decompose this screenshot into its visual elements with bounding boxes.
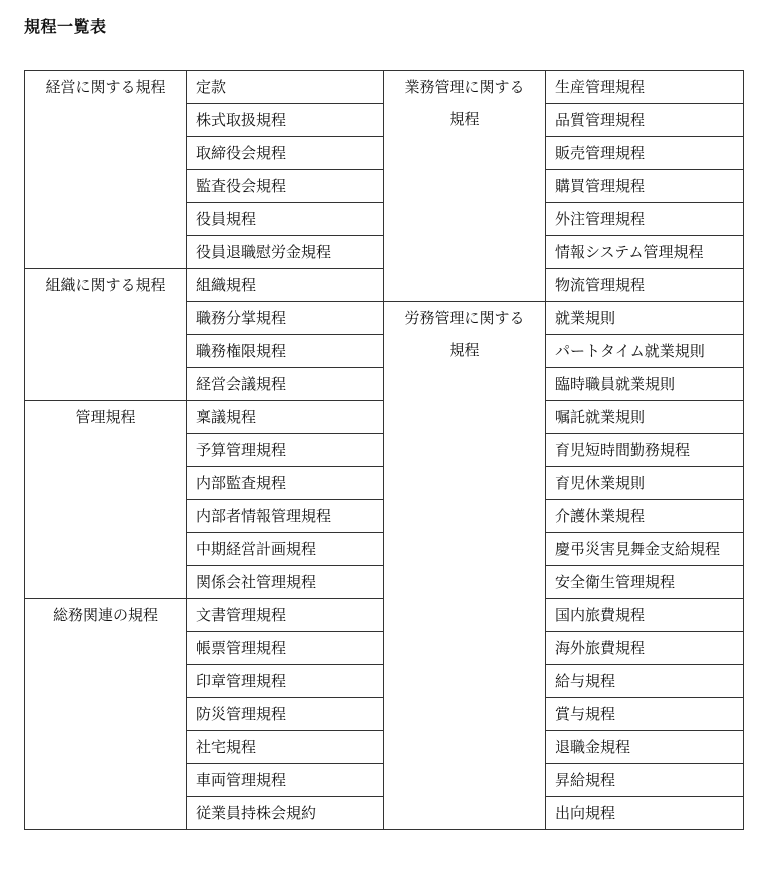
rule-cell: 国内旅費規程 bbox=[546, 599, 744, 632]
category-line: 規程 bbox=[449, 341, 480, 359]
category-line: 業務管理に関する bbox=[404, 78, 525, 96]
rule-cell: 購買管理規程 bbox=[546, 170, 744, 203]
rule-cell: 内部監査規程 bbox=[187, 467, 384, 500]
category-cell: 組織に関する規程 bbox=[25, 269, 187, 401]
rule-cell: 予算管理規程 bbox=[187, 434, 384, 467]
rule-cell: 出向規程 bbox=[546, 797, 744, 830]
category-cell bbox=[384, 71, 546, 302]
rule-cell: 従業員持株会規約 bbox=[187, 797, 384, 830]
rule-cell: 取締役会規程 bbox=[187, 137, 384, 170]
rule-cell: 監査役会規程 bbox=[187, 170, 384, 203]
rule-cell: 文書管理規程 bbox=[187, 599, 384, 632]
rule-cell: 稟議規程 bbox=[187, 401, 384, 434]
category-line: 労務管理に関する bbox=[404, 309, 525, 327]
rule-cell: 育児短時間勤務規程 bbox=[546, 434, 744, 467]
rule-cell: 海外旅費規程 bbox=[546, 632, 744, 665]
category-line: 規程 bbox=[449, 110, 480, 128]
page-title: 規程一覧表 bbox=[24, 17, 107, 36]
rule-cell: 育児休業規則 bbox=[546, 467, 744, 500]
rule-cell: 職務分掌規程 bbox=[187, 302, 384, 335]
rule-cell: 役員規程 bbox=[187, 203, 384, 236]
rule-cell: 臨時職員就業規則 bbox=[546, 368, 744, 401]
rule-cell: 経営会議規程 bbox=[187, 368, 384, 401]
rule-cell: 印章管理規程 bbox=[187, 665, 384, 698]
rule-cell: 中期経営計画規程 bbox=[187, 533, 384, 566]
rule-cell: 関係会社管理規程 bbox=[187, 566, 384, 599]
rule-cell: 昇給規程 bbox=[546, 764, 744, 797]
category-cell bbox=[384, 302, 546, 830]
rule-cell: 安全衛生管理規程 bbox=[546, 566, 744, 599]
rule-cell: 販売管理規程 bbox=[546, 137, 744, 170]
rule-cell: 賞与規程 bbox=[546, 698, 744, 731]
rule-cell: 給与規程 bbox=[546, 665, 744, 698]
rule-cell: 生産管理規程 bbox=[546, 71, 744, 104]
rule-cell: 嘱託就業規則 bbox=[546, 401, 744, 434]
rule-cell: 物流管理規程 bbox=[546, 269, 744, 302]
rule-cell: 防災管理規程 bbox=[187, 698, 384, 731]
rule-cell: 社宅規程 bbox=[187, 731, 384, 764]
category-cell: 経営に関する規程 bbox=[25, 71, 187, 269]
rule-cell: パートタイム就業規則 bbox=[546, 335, 744, 368]
rule-cell: 就業規則 bbox=[546, 302, 744, 335]
rule-cell: 役員退職慰労金規程 bbox=[187, 236, 384, 269]
rule-cell: 慶弔災害見舞金支給規程 bbox=[546, 533, 744, 566]
rule-cell: 職務権限規程 bbox=[187, 335, 384, 368]
rule-cell: 情報システム管理規程 bbox=[546, 236, 744, 269]
rule-cell: 内部者情報管理規程 bbox=[187, 500, 384, 533]
table-row bbox=[25, 71, 744, 104]
rule-cell: 退職金規程 bbox=[546, 731, 744, 764]
category-cell: 管理規程 bbox=[25, 401, 187, 599]
rule-cell: 帳票管理規程 bbox=[187, 632, 384, 665]
rule-cell: 車両管理規程 bbox=[187, 764, 384, 797]
rule-cell: 介護休業規程 bbox=[546, 500, 744, 533]
category-cell: 総務関連の規程 bbox=[25, 599, 187, 830]
rule-cell: 定款 bbox=[187, 71, 384, 104]
rule-cell: 外注管理規程 bbox=[546, 203, 744, 236]
rules-table bbox=[24, 70, 744, 830]
rule-cell: 組織規程 bbox=[187, 269, 384, 302]
rule-cell: 品質管理規程 bbox=[546, 104, 744, 137]
rule-cell: 株式取扱規程 bbox=[187, 104, 384, 137]
